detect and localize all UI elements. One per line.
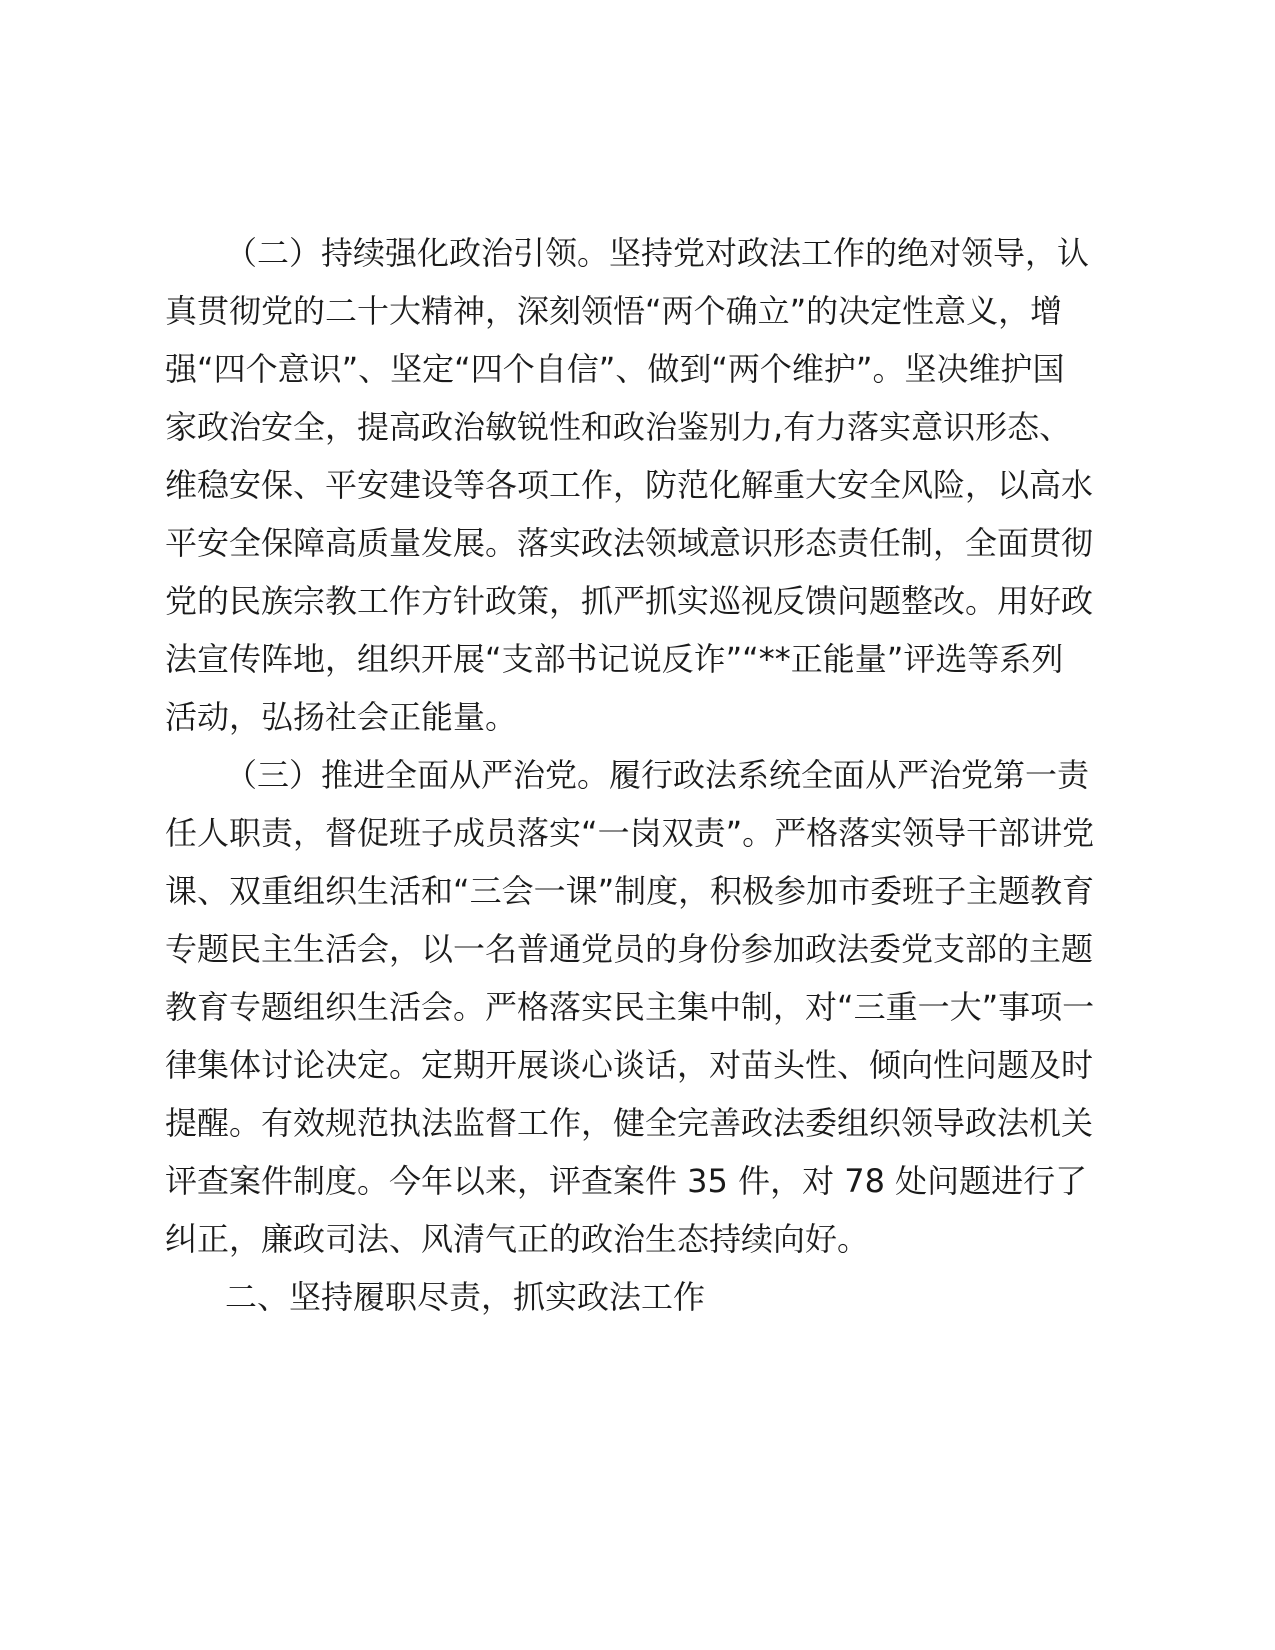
document-body bbox=[165, 224, 1095, 1326]
paragraph-party-governance: （三）推进全面从严治党。履行政法系统全面从严治党第一责任人职责，督促班子成员落实“一岗双责”。严格落实领导干部讲党课、双重组织生活和“三会一课”制度，积极参加市委班子主题教育专题民主生活会，以一名普通党员的身份参加政法委党支部的主题教育专题组织生活会。严格落实民主集中制，对“三重一大”事项一律集体讨论决定。定期开展谈心谈话，对苗头性、倾向性问题及时提醒。有效规范执法监督工作，健全完善政法委组织领导政法机关评查案件制度。今年以来，评查案件 35 件，对 78 处问题进行了纠正，廉政司法、风清气正的政治生态持续向好。 bbox=[165, 756, 1095, 1258]
section-heading: 二、坚持履职尽责，抓实政法工作 bbox=[225, 1278, 706, 1316]
paragraph-political-leadership: （二）持续强化政治引领。坚持党对政法工作的绝对领导，认真贯彻党的二十大精神，深刻领悟“两个确立”的决定性意义，增强“四个意识”、坚定“四个自信”、做到“两个维护”。坚决维护国家政治安全，提高政治敏锐性和政治鉴别力,有力落实意识形态、维稳安保、平安建设等各项工作，防范化解重大安全风险，以高水平安全保障高质量发展。落实政法领域意识形态责任制，全面贯彻党的民族宗教工作方针政策，抓严抓实巡视反馈问题整改。用好政法宣传阵地，组织开展“支部书记说反诈”“**正能量”评选等系列活动，弘扬社会正能量。 bbox=[165, 234, 1094, 736]
